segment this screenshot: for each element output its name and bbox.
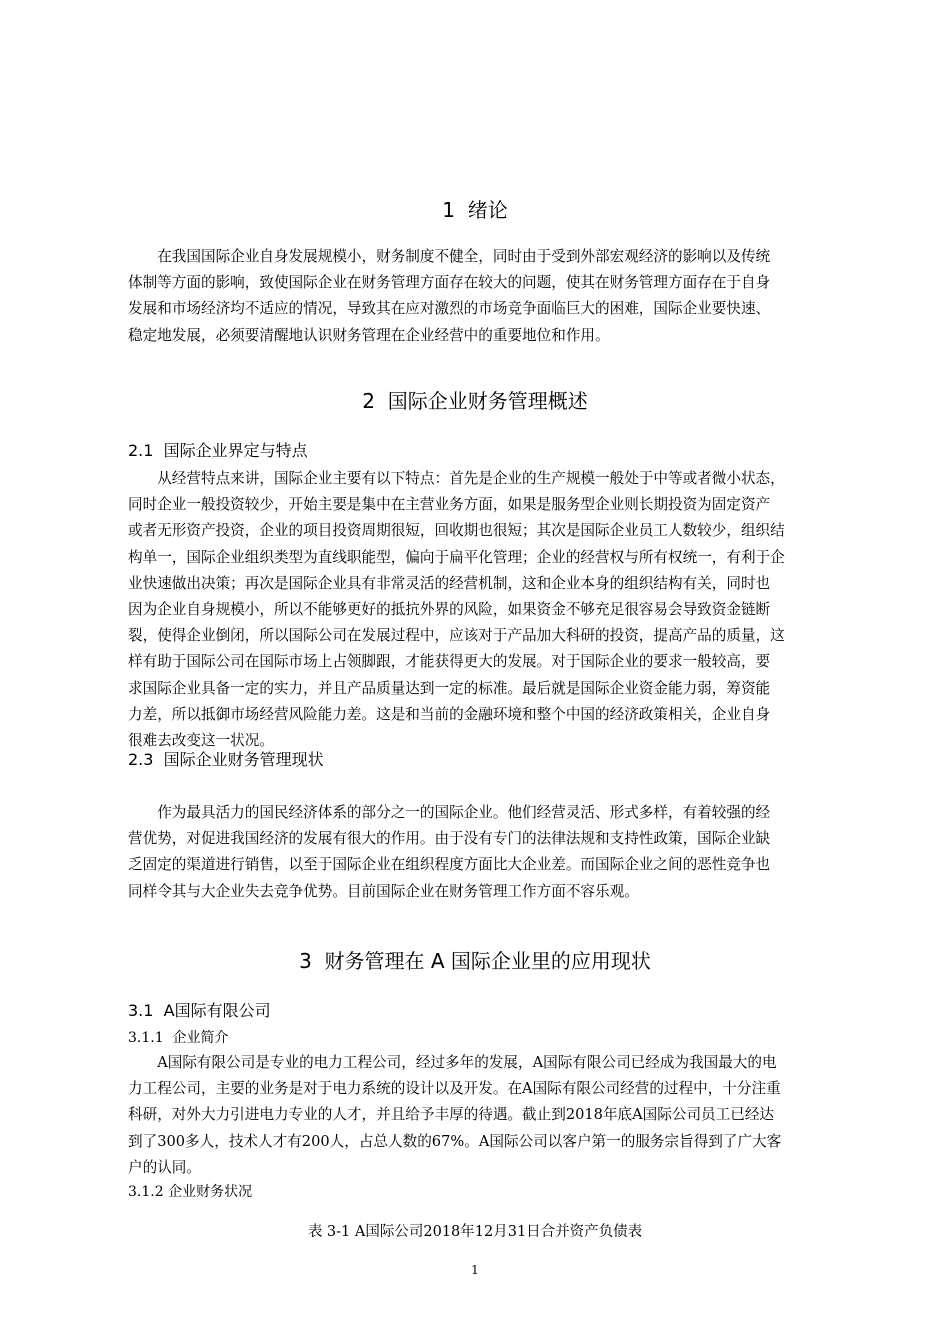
paragraph-line: 或者无形资产投资，企业的项目投资周期很短，回收期也很短；其次是国际企业员工人数较少，组织结: [128, 522, 785, 540]
paragraph-line: 发展和市场经济均不适应的情况，导致其在应对激烈的市场竞争面临巨大的困难，国际企业要快速、: [128, 300, 771, 318]
section-3-1-title: 3.1 A国际有限公司: [128, 1001, 271, 1020]
paragraph-line: 到了300多人，技术人才有200人，占总人数的67%。A国际公司以客户第一的服务宗旨得到了广大客: [128, 1132, 782, 1150]
paragraph-line: 科研，对外大力引进电力专业的人才，并且给予丰厚的待遇。截止到2018年底A国际公司员工已经达: [128, 1106, 775, 1124]
section-2-3-title: 2.3 国际企业财务管理现状: [128, 750, 324, 769]
paragraph-line: 样有助于国际公司在国际市场上占领脚跟，才能获得更大的发展。对于国际企业的要求一般较高，要: [128, 653, 771, 671]
paragraph-line: 营优势，对促进我国经济的发展有很大的作用。由于没有专门的法律法规和支持性政策，国际企业缺: [128, 830, 771, 848]
section-2-3-paragraph: [128, 800, 838, 905]
paragraph-line: 力工程公司，主要的业务是对于电力系统的设计以及开发。在A国际有限公司经营的过程中，十分注重: [128, 1080, 781, 1098]
section-3-1-1-title: 3.1.1 企业简介: [128, 1030, 229, 1046]
paragraph-line: 裂，使得企业倒闭，所以国际公司在发展过程中，应该对于产品加大科研的投资，提高产品的质量，这: [128, 627, 785, 645]
paragraph-line: 业快速做出决策；再次是国际企业具有非常灵活的经营机制，这和企业本身的组织结构有关，同时也: [128, 574, 771, 592]
chapter-1-title: 1 绪论: [442, 198, 508, 222]
paragraph-line: 很难去改变这一状况。: [128, 732, 274, 750]
paragraph-line: 从经营特点来讲，国际企业主要有以下特点：首先是企业的生产规模一般处于中等或者微小状态，: [128, 470, 785, 487]
paragraph-line: 稳定地发展，必须要清醒地认识财务管理在企业经营中的重要地位和作用。: [128, 326, 610, 344]
paragraph-line: 求国际企业具备一定的实力，并且产品质量达到一定的标准。最后就是国际企业资金能力弱，筹资能: [128, 679, 771, 697]
paragraph-line: A国际有限公司是专业的电力工程公司，经过多年的发展，A国际有限公司已经成为我国最大的电: [128, 1054, 777, 1071]
paragraph-line: 在我国国际企业自身发展规模小，财务制度不健全，同时由于受到外部宏观经济的影响以及传统: [128, 248, 771, 265]
section-3-1-2-title: 3.1.2 企业财务状况: [128, 1184, 253, 1200]
page-number: 1: [471, 1263, 479, 1277]
paragraph-line: 乏固定的渠道进行销售，以至于国际企业在组织程度方面比大企业差。而国际企业之间的恶性竞争也: [128, 856, 771, 874]
intro-paragraph: [128, 244, 838, 349]
section-2-1-paragraph: [128, 466, 838, 754]
paragraph-line: 体制等方面的影响，致使国际企业在财务管理方面存在较大的问题，使其在财务管理方面存在于自身: [128, 274, 771, 292]
paragraph-line: 户的认同。: [128, 1158, 201, 1176]
paragraph-line: 因为企业自身规模小，所以不能够更好的抵抗外界的风险，如果资金不够充足很容易会导致资金链断: [128, 601, 771, 619]
paragraph-line: 同样令其与大企业失去竞争优势。目前国际企业在财务管理工作方面不容乐观。: [128, 882, 639, 900]
chapter-3-title: 3 财务管理在 A 国际企业里的应用现状: [299, 949, 651, 973]
table-caption: 表 3-1 A国际公司2018年12月31日合并资产负债表: [307, 1224, 643, 1240]
paragraph-line: 构单一，国际企业组织类型为直线职能型，偏向于扁平化管理；企业的经营权与所有权统一，有利于企: [128, 548, 785, 566]
paragraph-line: 力差，所以抵御市场经营风险能力差。这是和当前的金融环境和整个中国的经济政策相关，企业自身: [128, 705, 771, 723]
paragraph-line: 同时企业一般投资较少，开始主要是集中在主营业务方面，如果是服务型企业则长期投资为固定资产: [128, 496, 771, 514]
section-2-1-title: 2.1 国际企业界定与特点: [128, 441, 308, 460]
paragraph-line: 作为最具活力的国民经济体系的部分之一的国际企业。他们经营灵活、形式多样，有着较强的经: [128, 804, 771, 821]
chapter-2-title: 2 国际企业财务管理概述: [362, 389, 588, 413]
section-3-1-1-paragraph: [128, 1050, 838, 1181]
